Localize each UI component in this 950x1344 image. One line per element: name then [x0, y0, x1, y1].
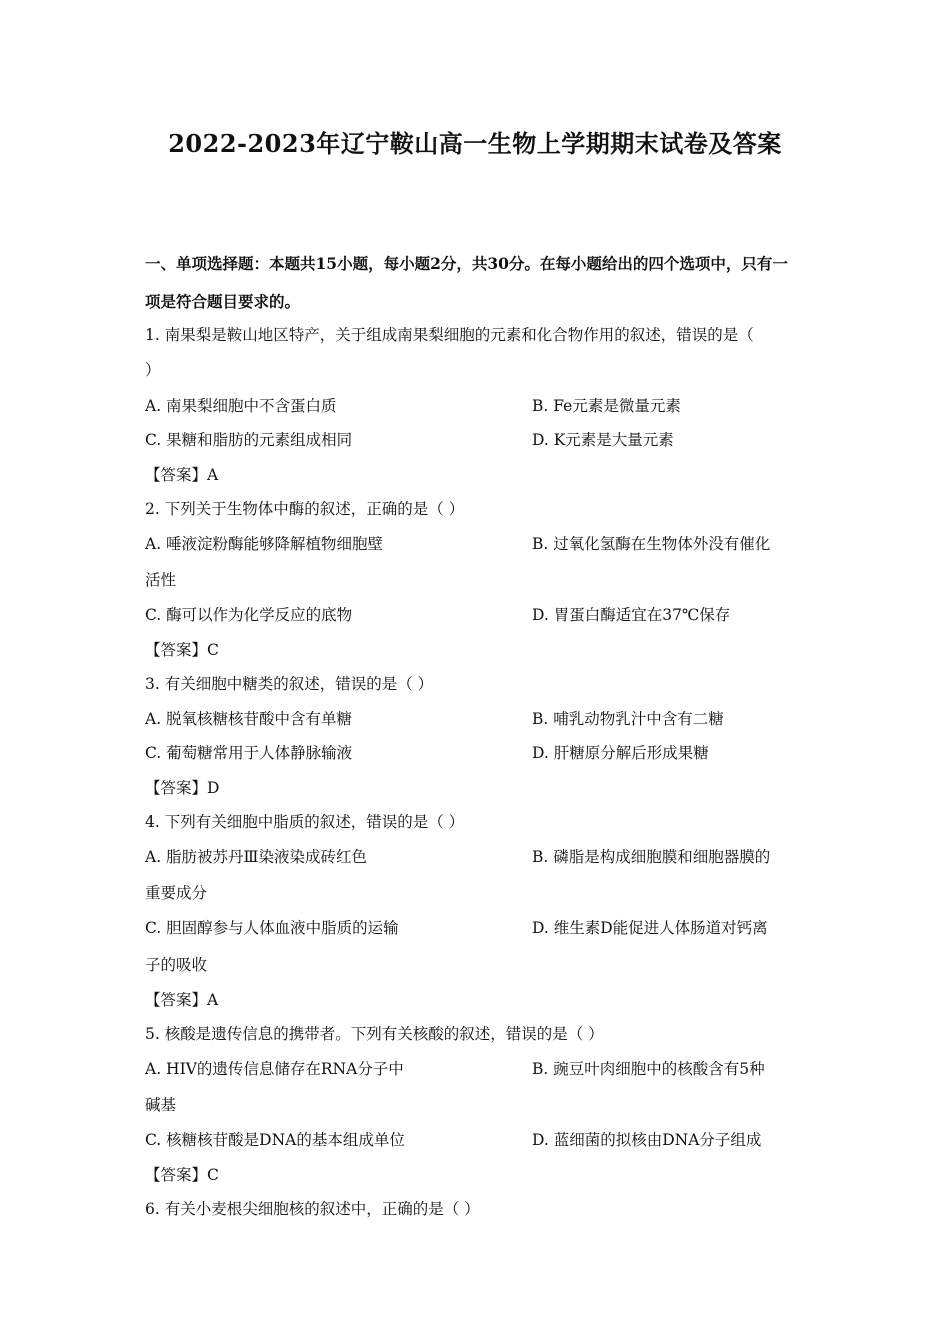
- question-3-stem: 3. 有关细胞中糖类的叙述，错误的是（ ）: [145, 675, 434, 693]
- question-5-option-a: A. HIV的遗传信息储存在RNA分子中: [145, 1060, 404, 1078]
- question-2-option-b-continued: 活性: [145, 571, 177, 589]
- question-5-option-d: D. 蓝细菌的拟核由DNA分子组成: [532, 1131, 762, 1149]
- question-6-stem: 6. 有关小麦根尖细胞核的叙述中，正确的是（ ）: [145, 1200, 480, 1218]
- question-1-option-c: C. 果糖和脂肪的元素组成相同: [145, 431, 353, 449]
- question-4-option-d: D. 维生素D能促进人体肠道对钙离: [532, 919, 768, 937]
- question-2-option-c: C. 酶可以作为化学反应的底物: [145, 606, 353, 624]
- question-5-option-c: C. 核糖核苷酸是DNA的基本组成单位: [145, 1131, 405, 1149]
- question-4-stem: 4. 下列有关细胞中脂质的叙述，错误的是（ ）: [145, 813, 465, 831]
- question-4-option-c: C. 胆固醇参与人体血液中脂质的运输: [145, 919, 399, 937]
- question-3-option-b: B. 哺乳动物乳汁中含有二糖: [532, 710, 724, 728]
- question-5-option-b: B. 豌豆叶肉细胞中的核酸含有5种: [532, 1060, 765, 1078]
- question-1-option-b: B. Fe元素是微量元素: [532, 397, 681, 415]
- question-4-option-d-continued: 子的吸收: [145, 956, 208, 974]
- question-5-option-b-continued: 碱基: [145, 1096, 177, 1114]
- question-5-stem: 5. 核酸是遗传信息的携带者。下列有关核酸的叙述，错误的是（ ）: [145, 1025, 604, 1043]
- question-3-option-c: C. 葡萄糖常用于人体静脉输液: [145, 744, 353, 762]
- page-title: 2022-2023年辽宁鞍山高一生物上学期期末试卷及答案: [168, 129, 782, 158]
- question-1-stem: 1. 南果梨是鞍山地区特产，关于组成南果梨细胞的元素和化合物作用的叙述，错误的是（: [145, 326, 754, 344]
- question-4-option-b-continued: 重要成分: [145, 884, 208, 902]
- question-1-option-d: D. K元素是大量元素: [532, 431, 674, 449]
- question-1-answer: 【答案】A: [145, 466, 219, 484]
- question-2-option-a: A. 唾液淀粉酶能够降解植物细胞壁: [145, 535, 384, 553]
- question-2-option-d: D. 胃蛋白酶适宜在37℃保存: [532, 606, 731, 624]
- question-2-stem: 2. 下列关于生物体中酶的叙述，正确的是（ ）: [145, 500, 465, 518]
- question-2-answer: 【答案】C: [145, 641, 219, 659]
- question-3-answer: 【答案】D: [145, 779, 220, 797]
- question-4-option-a: A. 脂肪被苏丹Ⅲ染液染成砖红色: [145, 848, 367, 866]
- section-heading-line-2: 项是符合题目要求的。: [145, 292, 301, 311]
- question-4-answer: 【答案】A: [145, 991, 219, 1009]
- question-4-option-b: B. 磷脂是构成细胞膜和细胞器膜的: [532, 848, 771, 866]
- question-2-option-b: B. 过氧化氢酶在生物体外没有催化: [532, 535, 771, 553]
- question-3-option-a: A. 脱氧核糖核苷酸中含有单糖: [145, 710, 353, 728]
- question-1-stem-continued: ）: [145, 361, 161, 379]
- question-3-option-d: D. 肝糖原分解后形成果糖: [532, 744, 709, 762]
- question-1-option-a: A. 南果梨细胞中不含蛋白质: [145, 397, 337, 415]
- question-5-answer: 【答案】C: [145, 1166, 219, 1184]
- section-heading: [145, 245, 815, 321]
- section-heading-line-1: 一、单项选择题：本题共15小题，每小题2分，共30分。在每小题给出的四个选项中，只有一: [145, 254, 788, 273]
